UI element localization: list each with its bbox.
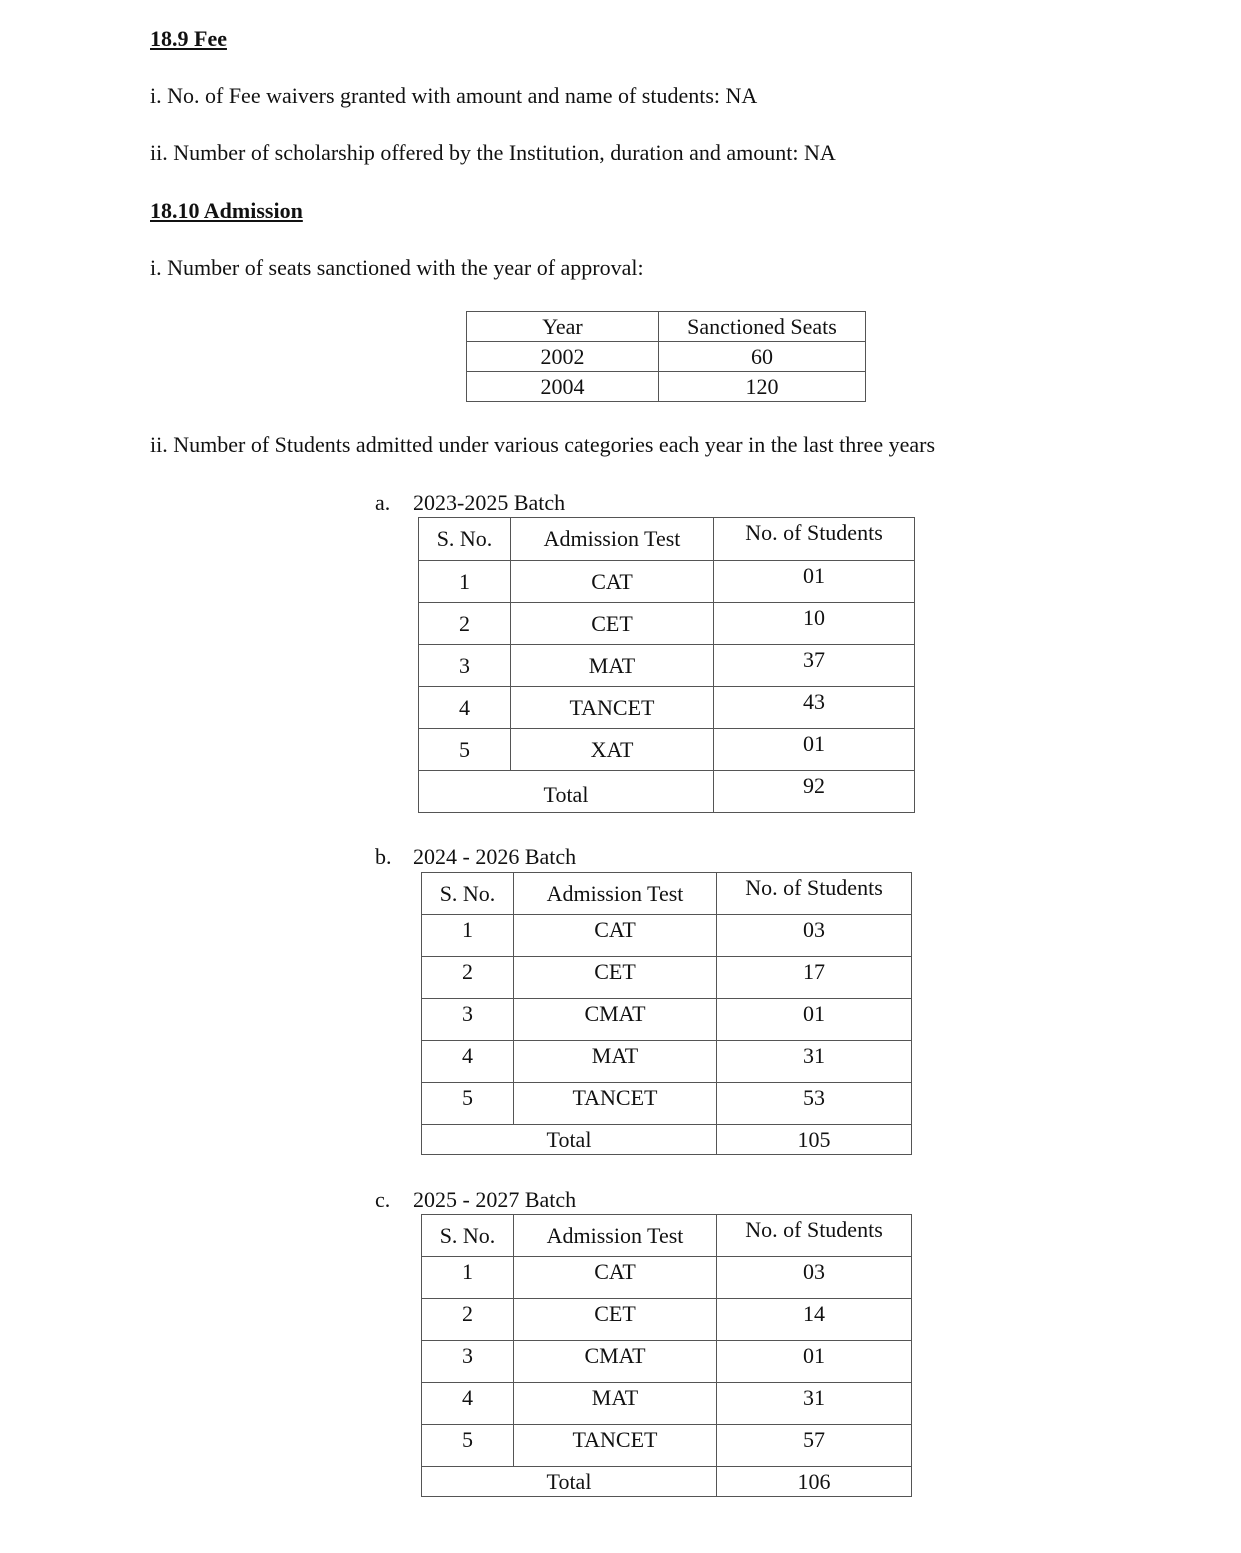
total-row (419, 771, 915, 813)
sanctioned-seats-table (466, 311, 866, 402)
cell-count: 01 (714, 729, 915, 771)
cell-count: 03 (717, 915, 912, 957)
cell-sno: 1 (419, 561, 511, 603)
table-row (422, 1257, 912, 1299)
header-no-of-students: No. of Students (717, 1215, 912, 1257)
cell-test: MAT (514, 1041, 717, 1083)
cell-count: 14 (717, 1299, 912, 1341)
cell-seats: 120 (659, 372, 866, 402)
cell-count: 01 (714, 561, 915, 603)
batch-letter: c. (375, 1187, 391, 1212)
cell-sno: 4 (422, 1041, 514, 1083)
cell-sno: 1 (422, 915, 514, 957)
cell-count: 01 (717, 999, 912, 1041)
header-no-of-students: No. of Students (714, 518, 915, 561)
batch-label-c (375, 1187, 576, 1213)
header-no-of-students: No. of Students (717, 873, 912, 915)
batch-title: 2024 - 2026 Batch (413, 844, 577, 869)
cell-sno: 5 (422, 1083, 514, 1125)
batch-table-a (418, 517, 915, 813)
cell-seats: 60 (659, 342, 866, 372)
table-header-row (422, 1215, 912, 1257)
header-year: Year (467, 312, 659, 342)
header-sno: S. No. (422, 1215, 514, 1257)
cell-count: 03 (717, 1257, 912, 1299)
cell-count: 43 (714, 687, 915, 729)
cell-sno: 2 (422, 957, 514, 999)
cell-sno: 3 (419, 645, 511, 687)
table-row (422, 1083, 912, 1125)
cell-sno: 2 (422, 1299, 514, 1341)
cell-test: MAT (514, 1383, 717, 1425)
cell-count: 57 (717, 1425, 912, 1467)
scholarship-text: ii. Number of scholarship offered by the Institution, duration and amount: NA (150, 140, 836, 165)
cell-count: 31 (717, 1383, 912, 1425)
cell-test: CMAT (514, 999, 717, 1041)
cell-test: XAT (511, 729, 714, 771)
students-admitted-text: ii. Number of Students admitted under various categories each year in the last three years (150, 432, 936, 457)
cell-count: 10 (714, 603, 915, 645)
fee-waivers-text: i. No. of Fee waivers granted with amount and name of students: NA (150, 83, 758, 108)
total-row (422, 1125, 912, 1155)
cell-test: CMAT (514, 1341, 717, 1383)
cell-count: 31 (717, 1041, 912, 1083)
table-row (422, 1425, 912, 1467)
cell-sno: 3 (422, 999, 514, 1041)
cell-test: CAT (511, 561, 714, 603)
header-admission-test: Admission Test (514, 1215, 717, 1257)
table-row (422, 1299, 912, 1341)
cell-count: 17 (717, 957, 912, 999)
cell-sno: 5 (419, 729, 511, 771)
table-row (422, 957, 912, 999)
batch-letter: a. (375, 490, 391, 515)
table-header-row (422, 873, 912, 915)
section-heading-fee: 18.9 Fee (150, 26, 227, 51)
cell-test: CET (514, 957, 717, 999)
header-sno: S. No. (419, 518, 511, 561)
cell-sno: 2 (419, 603, 511, 645)
batch-title: 2025 - 2027 Batch (413, 1187, 577, 1212)
table-row (467, 372, 866, 402)
table-row (419, 603, 915, 645)
table-row (422, 999, 912, 1041)
cell-test: TANCET (514, 1425, 717, 1467)
table-row (422, 915, 912, 957)
cell-count: 37 (714, 645, 915, 687)
cell-sno: 4 (422, 1383, 514, 1425)
table-row (419, 687, 915, 729)
table-row (422, 1341, 912, 1383)
table-row (467, 342, 866, 372)
total-row (422, 1467, 912, 1497)
cell-test: CAT (514, 1257, 717, 1299)
batch-table-c (421, 1214, 912, 1497)
total-label: Total (419, 771, 714, 813)
table-row (419, 645, 915, 687)
cell-count: 53 (717, 1083, 912, 1125)
total-label: Total (422, 1125, 717, 1155)
seats-sanctioned-text: i. Number of seats sanctioned with the year of approval: (150, 255, 644, 280)
cell-test: CAT (514, 915, 717, 957)
total-label: Total (422, 1467, 717, 1497)
batch-label-b (375, 844, 576, 870)
header-sno: S. No. (422, 873, 514, 915)
table-header-row (419, 518, 915, 561)
batch-title: 2023-2025 Batch (413, 490, 566, 515)
cell-test: MAT (511, 645, 714, 687)
cell-sno: 4 (419, 687, 511, 729)
table-row (419, 729, 915, 771)
table-row (419, 561, 915, 603)
batch-table-b (421, 872, 912, 1155)
cell-test: TANCET (511, 687, 714, 729)
batch-label-a (375, 490, 565, 516)
table-header-row (467, 312, 866, 342)
cell-count: 01 (717, 1341, 912, 1383)
cell-sno: 1 (422, 1257, 514, 1299)
cell-sno: 5 (422, 1425, 514, 1467)
header-admission-test: Admission Test (511, 518, 714, 561)
total-value: 105 (717, 1125, 912, 1155)
table-row (422, 1383, 912, 1425)
cell-test: CET (514, 1299, 717, 1341)
cell-year: 2004 (467, 372, 659, 402)
cell-test: TANCET (514, 1083, 717, 1125)
total-value: 92 (714, 771, 915, 813)
header-admission-test: Admission Test (514, 873, 717, 915)
batch-letter: b. (375, 844, 392, 869)
section-heading-admission: 18.10 Admission (150, 198, 303, 223)
table-row (422, 1041, 912, 1083)
cell-test: CET (511, 603, 714, 645)
cell-year: 2002 (467, 342, 659, 372)
header-sanctioned-seats: Sanctioned Seats (659, 312, 866, 342)
total-value: 106 (717, 1467, 912, 1497)
cell-sno: 3 (422, 1341, 514, 1383)
